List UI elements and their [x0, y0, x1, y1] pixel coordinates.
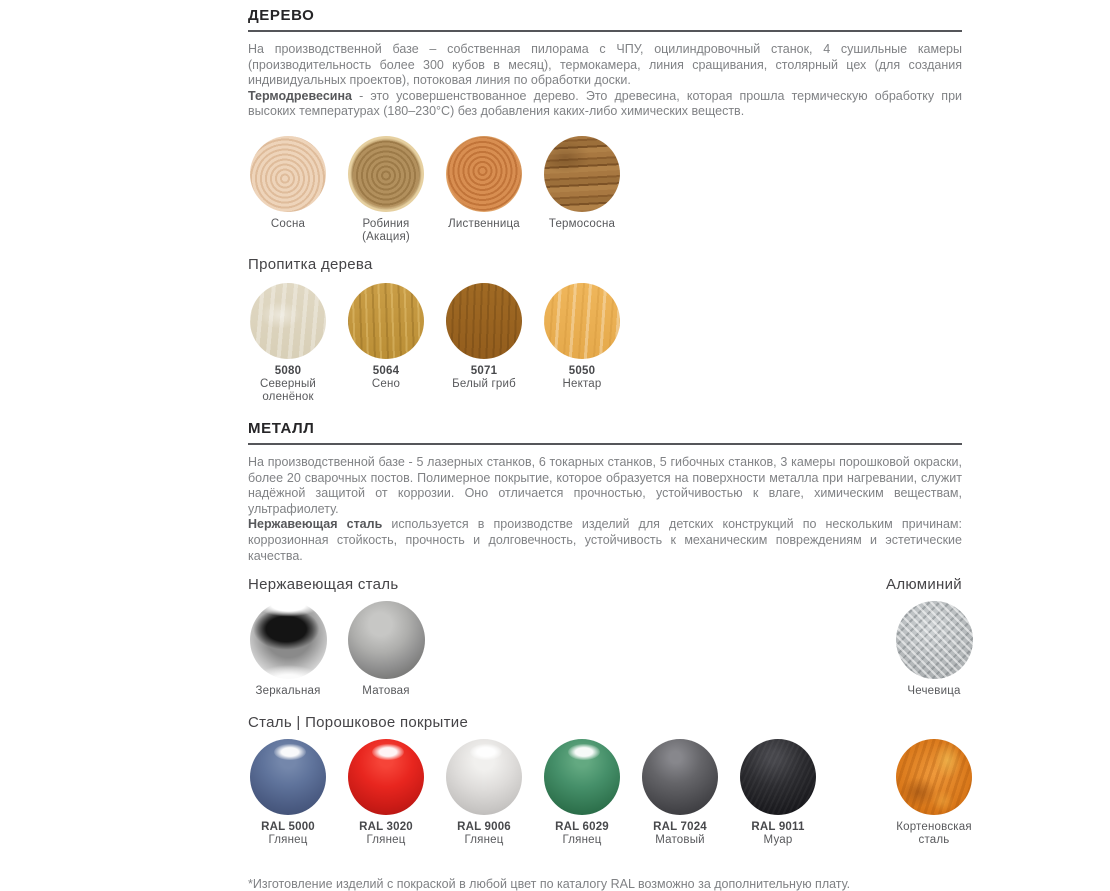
ral-finish: Глянец — [268, 834, 308, 847]
stainless-finishes-row — [239, 601, 962, 698]
wood-species-row — [239, 136, 962, 244]
swatch-label: Робиния (Акация) — [362, 217, 410, 243]
corten-steel-image — [896, 739, 972, 815]
impregnation-swatch-5064 — [337, 283, 435, 404]
ral-9011-ball-image — [740, 739, 816, 815]
stainless-steel-title: Нержавеющая сталь — [248, 576, 399, 594]
impregnation-swatch-5071 — [435, 283, 533, 404]
swatch-label — [457, 821, 511, 847]
wood-swatch-robinia — [337, 136, 435, 244]
swatch-code: 5080 — [274, 364, 302, 377]
swatch-label — [239, 365, 337, 404]
swatch-name: Сено — [371, 377, 401, 390]
ral-swatch-3020 — [337, 739, 435, 847]
impregnation-5080-image — [250, 283, 326, 359]
thermowood-description: - это усовершенствованное дерево. Это древесина, которая прошла термическую обработку при высоких температурах (180–230°C) без добавления каких-либо химических веществ. — [248, 88, 962, 119]
swatch-label — [751, 821, 804, 847]
swatch-label — [555, 821, 609, 847]
impregnation-5071-image — [446, 283, 522, 359]
ral-swatch-6029 — [533, 739, 631, 847]
ral-finish: Муар — [763, 834, 793, 847]
swatch-label: Матовая — [362, 685, 410, 698]
ral-footnote: *Изготовление изделий с покраской в любой цвет по каталогу RAL возможно за дополнительную плату. — [248, 877, 851, 891]
swatch-label: Термососна — [548, 217, 616, 230]
ral-swatch-9011 — [729, 739, 827, 847]
metal-intro-paragraph: На производственной базе - 5 лазерных станков, 6 токарных станков, 5 гибочных станков, 3 камеры порошковой окраски, более 20 сварочных постов. Полимерное покрытие, которое образуется на поверхности металла при нагревании, служит надёжной защитой от коррозии. Оно отличается прочностью, устойчивостью к влаге, химическим веществам, ультрафиолету. — [248, 454, 962, 516]
stainless-term: Нержавеющая сталь — [248, 517, 383, 532]
ral-code: RAL 5000 — [261, 821, 315, 834]
swatch-label: Лиственница — [448, 217, 520, 230]
swatch-name: Нектар — [562, 377, 602, 390]
impregnation-5064-image — [348, 283, 424, 359]
swatch-label — [653, 821, 707, 847]
impregnation-swatch-5080 — [239, 283, 337, 404]
metal-section-divider — [248, 443, 962, 445]
thermowood-term: Термодревесина — [248, 88, 352, 103]
pine-slice-image — [250, 136, 326, 212]
powder-coating-title: Сталь | Порошковое покрытие — [248, 714, 469, 732]
stainless-swatch-matte — [337, 601, 435, 698]
ral-finish: Глянец — [562, 834, 602, 847]
ral-code: RAL 9011 — [751, 821, 805, 834]
aluminum-title: Алюминий — [886, 576, 962, 594]
ral-code: RAL 9006 — [457, 821, 511, 834]
ral-swatch-9006 — [435, 739, 533, 847]
ral-code: RAL 7024 — [653, 821, 707, 834]
wood-section-divider — [248, 30, 962, 32]
swatch-code: 5050 — [568, 364, 596, 377]
larch-slice-image — [446, 136, 522, 212]
robinia-slice-image — [348, 136, 424, 212]
swatch-label: Сосна — [270, 217, 306, 230]
ral-5000-ball-image — [250, 739, 326, 815]
wood-swatch-pine — [239, 136, 337, 244]
page-content — [248, 0, 972, 891]
impregnation-row — [239, 283, 962, 404]
aluminum-checkerplate-image — [896, 601, 973, 679]
wood-swatch-thermopine — [533, 136, 631, 244]
swatch-label: Зеркальная — [255, 685, 321, 698]
swatch-label — [563, 365, 602, 391]
ral-finish: Матовый — [655, 834, 705, 847]
matte-steel-ball-image — [348, 601, 425, 679]
aluminum-swatch-lentil — [885, 601, 983, 698]
metal-subheadings-row — [248, 576, 962, 593]
ral-code: RAL 3020 — [359, 821, 413, 834]
wood-intro-paragraph: На производственной базе – собственная пилорама с ЧПУ, оцилиндровочный станок, 4 сушильные камеры (производительность более 300 кубов в месяц), термокамера, линия сращивания, столярный цех (для создания индивидуальных проектов), потоковая линия по обработки доски. — [248, 42, 962, 88]
swatch-name: Северный оленёнок — [259, 377, 317, 403]
swatch-code: 5071 — [470, 364, 498, 377]
thermowood-paragraph — [248, 89, 962, 120]
ral-9006-ball-image — [446, 739, 522, 815]
ral-finish: Глянец — [366, 834, 406, 847]
ral-7024-ball-image — [642, 739, 718, 815]
powder-coating-row — [239, 739, 972, 847]
ral-swatch-5000 — [239, 739, 337, 847]
ral-6029-ball-image — [544, 739, 620, 815]
ral-code: RAL 6029 — [555, 821, 609, 834]
stainless-paragraph — [248, 517, 962, 564]
impregnation-swatch-5050 — [533, 283, 631, 404]
swatch-code: 5064 — [372, 364, 400, 377]
metal-section-title: МЕТАЛЛ — [248, 419, 315, 437]
corten-steel-swatch — [885, 739, 983, 847]
ral-swatch-7024 — [631, 739, 729, 847]
swatch-label: Чечевица — [907, 685, 961, 698]
stainless-description: используется в производстве изделий для детских конструкций по нескольким причинам: коррозионная стойкость, прочность и долговечность, устойчивость к механическим повреждениям и эстетические качества. — [248, 517, 962, 563]
impregnation-title: Пропитка дерева — [248, 255, 373, 273]
mirror-steel-ball-image — [250, 601, 327, 679]
swatch-label — [261, 821, 315, 847]
swatch-label — [372, 365, 400, 391]
swatch-label — [359, 821, 413, 847]
swatch-name: Белый гриб — [452, 377, 516, 390]
impregnation-5050-image — [544, 283, 620, 359]
ral-3020-ball-image — [348, 739, 424, 815]
wood-swatch-larch — [435, 136, 533, 244]
wood-section-title: ДЕРЕВО — [248, 7, 315, 24]
stainless-swatch-mirror — [239, 601, 337, 698]
ral-finish: Глянец — [464, 834, 504, 847]
swatch-label: Кортеновская сталь — [896, 821, 972, 847]
swatch-label — [452, 365, 516, 391]
thermopine-grain-image — [544, 136, 620, 212]
